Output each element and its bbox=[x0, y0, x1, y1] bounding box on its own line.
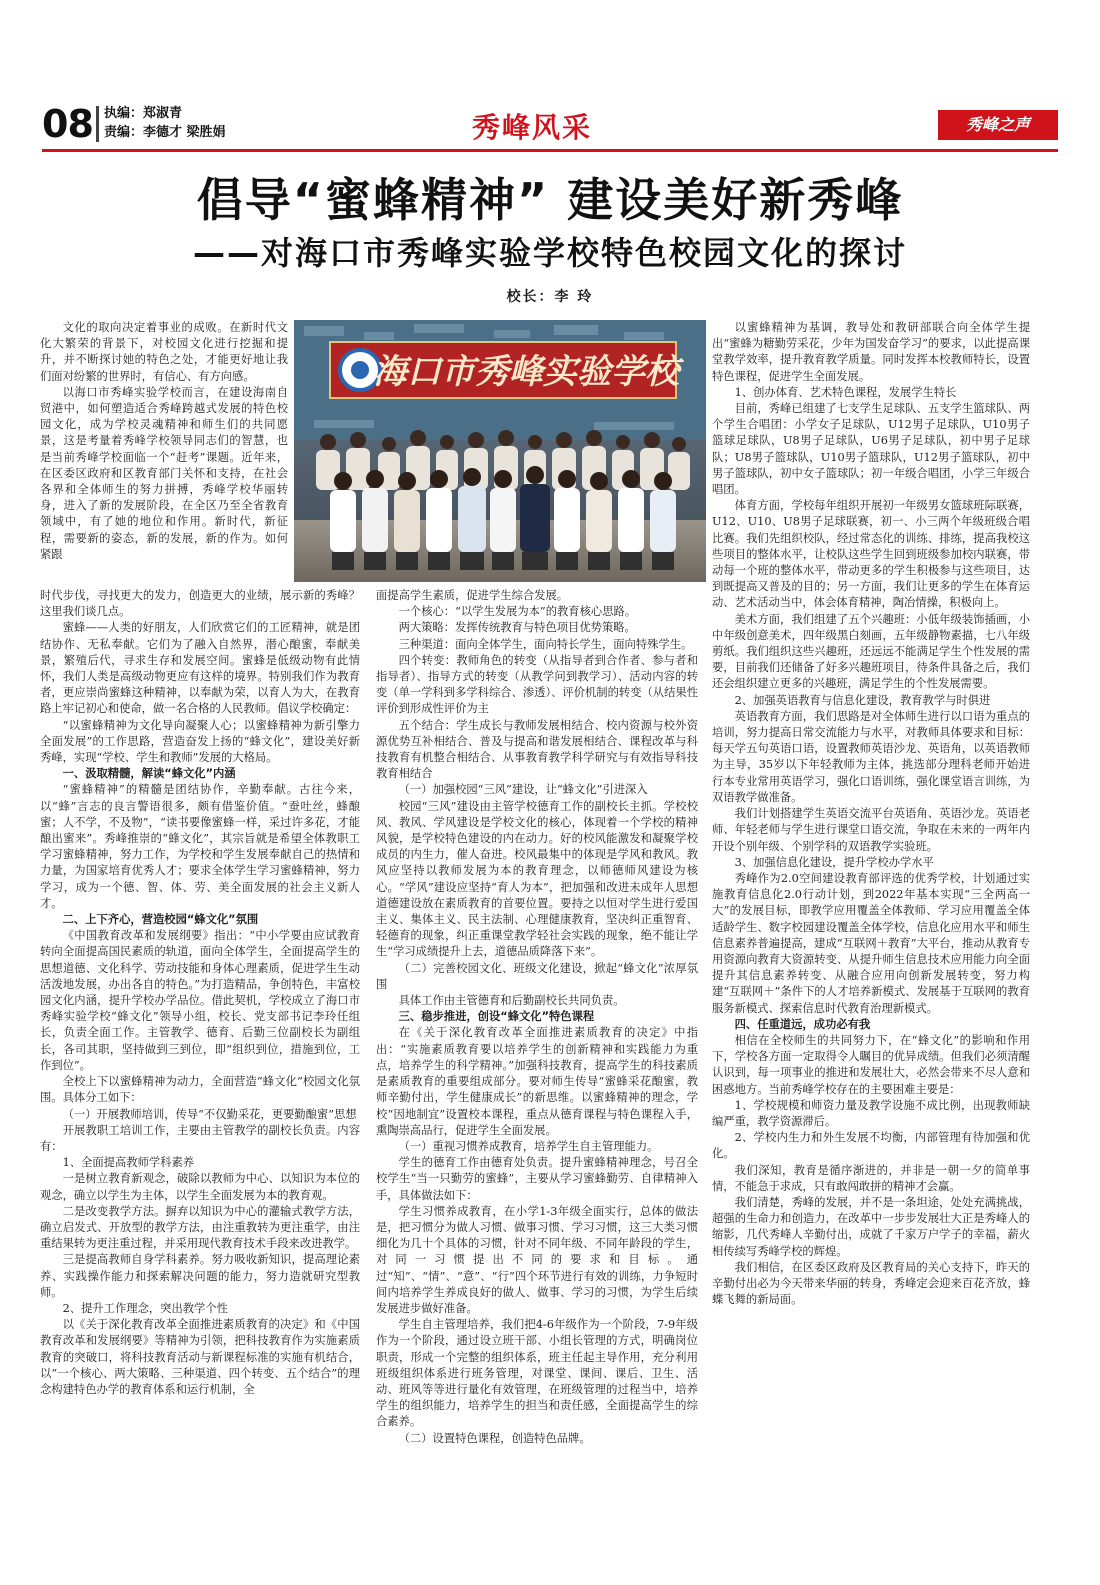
paragraph: 英语教育方面，我们思路是对全体师生进行以口语为重点的培训，努力提高日常交流能力与水平，对教师具体要求和目标：每天学五句英语口语，设置教师英语沙龙、英语角，以英语教师为主导，35岁以下年轻教师为主体，挑选部分理科老师开始进行本专业常用英语学习，强化口语训练，强化课堂语言训练，为双语教学做准备。 bbox=[712, 709, 1030, 804]
paragraph: 《中国教育改革和发展纲要》指出：“中小学要由应试教育转向全面提高国民素质的轨道，面向全体学生，全面提高学生的思想道德、文化科学、劳动技能和身体心理素质，促进学生生动活泼地发展，办出各自的特色。”为打造精品，争创特色，丰富校园文化内涵，提升学校办学品位。借此契机，学校成立了海口市秀峰实验学校“蜂文化”领导小组，校长、党支部书记李玲任组长，负责全面工作。主管教学、德育、后勤三位副校长为副组长，各司其职，坚持做到三到位，即“组织到位，措施到位，工作到位”。 bbox=[40, 929, 360, 1072]
paragraph: 二是改变教学方法。摒弃以知识为中心的灌输式教学方法，确立启发式、开放型的教学方法，由注重教转为更注重学，由注重结果转为更注重过程，并采用现代教育技术手段来改进教学。 bbox=[40, 1204, 360, 1251]
paragraph: 2、加强英语教育与信息化建设，教育教学与时俱进 bbox=[734, 693, 991, 707]
paragraph: 目前，秀峰已组建了七支学生足球队、五支学生篮球队、两个学生合唱团：小学女子足球队，U12男子足球队，U10男子篮球足球队，U8男子足球队，U6男子足球队，初中男子足球队；U8男子篮球队，U10男子篮球队，U12男子篮球队，初中男子篮球队，初中女子篮球队；初一年级合唱团，小学三年级合唱团。 bbox=[712, 402, 1030, 497]
editor-line: 责编：李德才 梁胜娟 bbox=[104, 125, 226, 140]
article-title: 倡导“蜜蜂精神” 建设美好新秀峰 bbox=[196, 173, 904, 227]
paragraph: 1、学校规模和师资力量及教学设施不成比例，出现教师缺编严重，教学资源滞后。 bbox=[712, 1098, 1030, 1128]
section-heading: 三、稳步推进，创设“蜂文化”特色课程 bbox=[398, 1010, 595, 1024]
paragraph: 面提高学生素质，促进学生综合发展。 bbox=[376, 589, 569, 602]
section-heading: 一、汲取精髓，解读“蜂文化”内涵 bbox=[62, 767, 236, 781]
paragraph: 开展教职工培训工作，主要由主管教学的副校长负责。内容有： bbox=[40, 1123, 360, 1153]
editor-line: 执编：郑淑青 bbox=[104, 106, 183, 121]
banner-text: 海口市秀峰实验学校 bbox=[373, 352, 679, 392]
paragraph: 具体工作由主管德育和后勤副校长共同负责。 bbox=[398, 994, 625, 1008]
paragraph: 我们深知，教育是循序渐进的，并非是一朝一夕的简单事情，不能急于求成，只有敢闯敢拼的精神才会赢。 bbox=[712, 1163, 1030, 1193]
paragraph: 两大策略：发挥传统教育与特色项目优势策略。 bbox=[398, 621, 636, 635]
paragraph: 3、加强信息化建设，提升学校办学水平 bbox=[734, 855, 934, 869]
section-heading: 二、上下齐心，营造校园“蜂文化”氛围 bbox=[62, 913, 259, 927]
page-header bbox=[42, 96, 1058, 154]
paragraph: 全校上下以蜜蜂精神为动力，全面营造“蜂文化”校园文化氛围。具体分工如下： bbox=[40, 1075, 360, 1105]
paragraph: 2、学校内生力和外生发展不均衡，内部管理有待加强和优化。 bbox=[712, 1131, 1030, 1161]
column-middle bbox=[376, 588, 698, 1548]
group-photo-illustration bbox=[294, 320, 706, 582]
paragraph: 在《关于深化教育改革全面推进素质教育的决定》中指出：“实施素质教育要以培养学生的创新精神和实践能力为重点，培养学生的科学精神。”加强科技教育，提高学生的科技素质是素质教育的重要组成部分。要对师生传导“蜜蜂采花酿蜜，教师辛勤付出，学生健康成长”的新思维。以蜜蜂精神的理念，学校“因地制宜”设置校本课程，重点从德育课程与特色课程入手，熏陶崇高品行，促进学生全面发展。 bbox=[376, 1026, 698, 1137]
paragraph: 1、创办体育、艺术特色课程，发展学生特长 bbox=[734, 385, 957, 399]
section-heading: 四、任重道远，成功必有我 bbox=[734, 1017, 871, 1031]
paragraph: 以蜜蜂精神为基调，教导处和教研部联合向全体学生提出“蜜蜂为糖勤劳采花，少年为国发奋学习”的要求，以此提高课堂教学效率，提升教育教学质量。同时发挥本校教师特长，设置特色课程，促进学生全面发展。 bbox=[712, 321, 1030, 383]
paragraph: 相信在全校师生的共同努力下，在“蜂文化”的影响和作用下，学校各方面一定取得令人瞩目的优异成绩。但我们必须清醒认识到，每一项事业的推进和发展壮大，必然会带来不尽人意和困惑地方。当前秀峰学校存在的主要困难主要是： bbox=[712, 1033, 1030, 1096]
paragraph: 三种渠道：面向全体学生，面向特长学生，面向特殊学生。 bbox=[398, 637, 693, 651]
paragraph: 以《关于深化教育改革全面推进素质教育的决定》和《中国教育改革和发展纲要》等精神为引领，把科技教育作为实施素质教育的突破口，将科技教育活动与新课程标准的实施有机结合，以“一个核心、两大策略、三种渠道、四个转变、五个结合”的理念构建特色办学的教育体系和运行机制，全 bbox=[40, 1318, 360, 1396]
paragraph: 蜜蜂——人类的好朋友，人们欣赏它们的工匠精神，就是团结协作、无私奉献。它们为了融入自然界，潜心酿蜜，奉献美景，繁殖后代，寻求生存和发展空间。蜜蜂是低级动物有此情怀，我们人类是高级动物更应有这样的境界。特别我们作为教育者，更应崇尚蜜蜂这种精神，以奉献为荣，以育人为大，在教育路上牢记初心和使命，做一名合格的人民教师。倡议学校确定： bbox=[40, 621, 360, 716]
paragraph: 学生习惯养成教育，在小学1-3年级全面实行，总体的做法是，把习惯分为做人习惯、做事习惯、学习习惯，这三大类习惯细化为几十个具体的习惯，针对不同年级、不同年龄段的学生，对同一习惯提出不同的要求和目标。通过“知”、“情”、“意”、“行”四个环节进行有效的训练，力争短时间内培养学生养成良好的做人、做事、学习的习惯，为学生后续发展进步做好准备。 bbox=[376, 1204, 698, 1315]
paragraph: （二）完善校园文化、班级文化建设，掀起“蜂文化”浓厚氛围 bbox=[376, 961, 698, 991]
page-number: 08 bbox=[42, 102, 93, 146]
column-left-bottom bbox=[40, 588, 360, 1548]
article-byline: 校长：李 玲 bbox=[506, 289, 594, 305]
paragraph: 一是树立教育新观念，破除以教师为中心、以知识为本位的观念，确立以学生为主体，以学生全面发展为本的教育观。 bbox=[40, 1172, 360, 1202]
paragraph: “以蜜蜂精神为文化导向凝聚人心；以蜜蜂精神为新引擎力全面发展”的工作思路，营造奋发上扬的“蜂文化”，建设美好新秀峰，实现“学校、学生和教师”发展的大格局。 bbox=[40, 718, 360, 765]
people-front-row bbox=[330, 466, 676, 570]
paragraph: 体育方面，学校每年组织开展初一年级男女篮球班际联赛，U12、U10、U8男子足球联赛，初一、小三两个年级班级合唱比赛。我们先组织校队，经过常态化的训练、排练，提高我校这些项目的整体水平，让校队这些学生回到班级参加校内联赛，带动每一个班的整体水平，带动更多的学生积极参与这些项目，达到既提高又普及的目的；另一方面，我们让更多的学生在体育运动、艺术活动当中，体会体育精神，陶冶情操，积极向上。 bbox=[712, 499, 1030, 610]
header-rule bbox=[42, 149, 1058, 152]
brand-badge: 秀峰之声 bbox=[938, 110, 1058, 140]
paragraph: （二）设置特色课程，创造特色品牌。 bbox=[398, 1431, 591, 1445]
paragraph: 以海口市秀峰实验学校而言，在建设海南自贸港中，如何塑造适合秀峰跨越式发展的特色校园文化，成为学校灵魂精神和师生们的共同愿景，这是考量着秀峰学校领导同志们的智慧，也是当前秀峰学校面临一个“赶考”课题。近年来，在区委区政府和区教育部门关怀和支持，在社会各界和全体师生的努力拼搏，秀峰学校华丽转身，进入了新的发展阶段，在全区乃至全省教育领域中，有了她的地位和作用。新时代，新征程，需要新的姿态，新的发展，新的作为。如何紧跟 bbox=[40, 385, 288, 561]
paragraph: 1、全面提高教师学科素养 bbox=[62, 1156, 195, 1170]
paragraph: 三是提高教师自身学科素养。努力吸收新知识，提高理论素养、实践操作能力和探索解决问题的能力，努力造就研究型教师。 bbox=[40, 1253, 360, 1299]
paragraph: 时代步伐，寻找更大的发力，创造更大的业绩，展示新的秀峰？这里我们谈几点。 bbox=[40, 589, 360, 619]
paragraph: 四个转变：教师角色的转变（从指导者到合作者、参与者和指导者）、指导方式的转变（从教学问到教学习）、活动内容的转变（单一学科到多学科综合、渗透）、评价机制的转变（从结果性评价到形成性评价为主 bbox=[376, 653, 698, 716]
paragraph: 文化的取向决定着事业的成败。在新时代文化大繁荣的背景下，对校园文化进行挖掘和提升，并不断探讨她的特色之处，才能更好地让我们面对纷繁的世界时，有信心、有方向感。 bbox=[40, 321, 288, 383]
article-subtitle: ——对海口市秀峰实验学校特色校园文化的探讨 bbox=[192, 234, 907, 272]
paragraph: 我们清楚，秀峰的发展，并不是一条坦途，处处充满挑战，超强的生命力和创造力，在改革中一步步发展壮大正是秀峰人的缩影，几代秀峰人辛勤付出，成就了千家万户学子的幸福，薪火相传续写秀峰学校的辉煌。 bbox=[712, 1195, 1030, 1258]
column-left-top bbox=[40, 320, 288, 588]
paragraph: （一）开展教师培训，传导“不仅勤采花，更要勤酿蜜”思想 bbox=[62, 1107, 357, 1121]
paragraph: 学生自主管理培养，我们把4-6年级作为一个阶段，7-9年级作为一个阶段，通过设立班干部、小组长管理的方式，明确岗位职责，形成一个完整的组织体系，班主任起主导作用，充分利用班级组织体系进行班务管理，对课堂、课间、课后、卫生、活动、班风等等进行量化有效管理，在班级管理的过程当中，培养学生的组织能力，培养学生的担当和责任感，全面提高学生的综合素养。 bbox=[376, 1318, 698, 1429]
column-right bbox=[712, 320, 1030, 1548]
editor-divider bbox=[96, 106, 99, 142]
paragraph: 学生的德育工作由德育处负责。提升蜜蜂精神理念，号召全校学生“当一只勤劳的蜜蜂”，主要从学习蜜蜂勤劳、自律精神入手，具体做法如下： bbox=[376, 1156, 698, 1202]
paragraph: 秀峰作为2.0空间建设教育部评选的优秀学校，计划通过实施教育信息化2.0行动计划，到2022年基本实现“三全两高一大”的发展目标，即教学应用覆盖全体教师、学习应用覆盖全体适龄学生、数字校园建设覆盖全体学校，信息化应用水平和师生信息素养普遍提高，建成“互联网＋教育”大平台，推动从教育专用资源向教育大资源转变、从提升师生信息技术应用能力向全面提升其信息素养转变、从融合应用向创新发展转变，努力构建“互联网＋”条件下的人才培养新模式、发展基于互联网的教育服务新模式、探索信息时代教育治理新模式。 bbox=[712, 871, 1030, 1015]
column-title: 秀峰风采 bbox=[472, 111, 593, 144]
paragraph: 2、提升工作理念，突出教学个性 bbox=[62, 1301, 228, 1315]
paragraph: 五个结合：学生成长与教师发展相结合、校内资源与校外资源优势互补相结合、普及与提高和谐发展相结合、课程改革与科技教育有机整合相结合、从事教育教学科学研究与有效指导科技教育相结合 bbox=[376, 718, 698, 781]
paragraph: 我们计划搭建学生英语交流平台英语角、英语沙龙。英语老师、年轻老师与学生进行课堂口语交流，争取在未来的一两年内开设个别年级、个别学科的双语教学实验班。 bbox=[712, 807, 1030, 853]
editor-credits bbox=[104, 104, 226, 142]
paragraph: 校园“三风”建设由主管学校德育工作的副校长主抓。学校校风、教风、学风建设是学校文化的核心，体现着一个学校的精神风貌，是学校特色建设的内在动力。好的校风能激发和凝聚学校成员的内生力，催人奋进。校风最集中的体现是学风和教风。教风应坚持以教师发展为本的教育理念，以师德师风建设为核心。“学风”建设应坚持“育人为本”，把加强和改进未成年人思想道德建设放在素质教育的首要位置。要持之以恒对学生进行爱国主义、集体主义、民主法制、心理健康教育，坚决纠正重智育、轻德育的现象，纠正重课堂教学轻社会实践的现象，绝不能让学生“学习成绩提升上去，道德品质降落下来”。 bbox=[376, 799, 698, 959]
paragraph: “蜜蜂精神”的精髓是团结协作，辛勤奉献。古往今来，以“蜂”言志的良言警语很多，颇有借鉴价值。“蚕吐丝，蜂酿蜜；人不学，不及物”，“读书要像蜜蜂一样，采过许多花，才能酿出蜜来”。秀峰推崇的“蜂文化”，其宗旨就是希望全体教职工学习蜜蜂精神，努力工作，为学校和学生发展奉献自己的热情和力量，为国家培育优秀人才；要求全体学生学习蜜蜂精神，努力学习，成为一个德、智、体、劳、美全面发展的社会主义新人才。 bbox=[40, 783, 360, 910]
paragraph: 我们相信，在区委区政府及区教育局的关心支持下，昨天的辛勤付出必为今天带来华丽的转身，秀峰定会迎来百花齐放，蜂蝶飞舞的新局面。 bbox=[712, 1260, 1030, 1307]
group-photo bbox=[294, 320, 706, 582]
paragraph: （一）加强校园“三风”建设，让“蜂文化”引进深入 bbox=[398, 783, 648, 797]
paragraph: （一）重视习惯养成教育，培养学生自主管理能力。 bbox=[398, 1139, 659, 1153]
paragraph: 美术方面，我们组建了五个兴趣班：小低年级装饰插画，小中年级创意美术，四年级黑白刻画，五年级静物素描，七八年级剪纸。我们组织这些兴趣班，还远远不能满足学生个性发展的需要，目前我们还储备了好多兴趣班项目，待条件具备之后，我们还会组织建立更多的兴趣班，满足学生的个性发展需要。 bbox=[712, 612, 1030, 691]
paragraph: 一个核心：“以学生发展为本”的教育核心思路。 bbox=[398, 605, 637, 619]
